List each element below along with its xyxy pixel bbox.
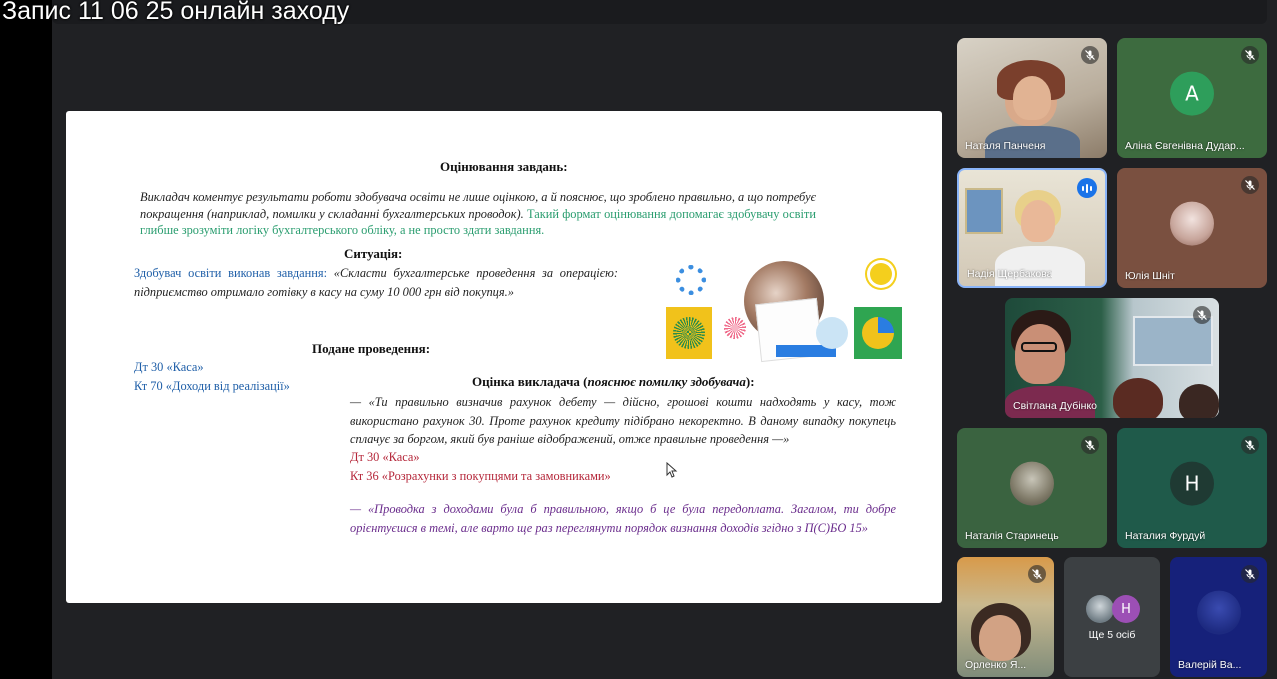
wall-picture <box>965 188 1003 234</box>
participant-tile-3[interactable] <box>957 168 1107 288</box>
slide-illustration <box>664 259 904 361</box>
mouse-cursor-icon <box>666 462 678 478</box>
recording-title: Запис 11 06 25 онлайн заходу <box>2 0 350 25</box>
pink-burst-icon <box>724 317 746 339</box>
participant-face <box>1021 200 1055 242</box>
green-square <box>854 307 902 359</box>
participant-face <box>979 615 1021 661</box>
avatar-photo <box>1010 462 1054 506</box>
sun-icon <box>870 263 892 285</box>
presentation-slide <box>66 111 942 603</box>
intro-italic: Викладач коментує результати роботи здобувача освіти не лише оцінкою, а й пояснює, що зроблено правильно, а що потребує покращення (наприклад, помилки у складанні бухгалтерських проводок). <box>140 190 816 221</box>
closing-comment: — «Проводка з доходами була б правильною, якщо б це була передоплата. Загалом, ти добре орієнтуєшся в темі, але варто ще раз переглянути порядок визнання доходів згідно з П(С)БО 15» <box>350 502 896 535</box>
participant-tile-8[interactable] <box>957 557 1054 677</box>
avatar-photo <box>1086 595 1114 623</box>
situation-paragraph <box>134 264 618 302</box>
pie-icon <box>862 317 894 349</box>
mic-off-icon <box>1081 436 1099 454</box>
mic-off-icon <box>1241 46 1259 64</box>
participant-tile-5[interactable] <box>1005 298 1219 418</box>
mic-off-icon <box>1241 436 1259 454</box>
more-participants-tile[interactable] <box>1064 557 1160 677</box>
situation-task: «Скласти бухгалтерське проведення за операцією: підприємство отримало готівку в касу на суму 10 000 грн від покупця.» <box>134 266 618 299</box>
participant-name: Світлана Дубінко <box>1013 400 1097 412</box>
participant-shirt <box>995 246 1085 288</box>
avatar-photo <box>1197 591 1241 635</box>
participant-name: Наталия Фурдуй <box>1125 530 1206 542</box>
intro-teal: Такий формат оцінювання допомагає здобувачу освіти глибше зрозуміти логіку бухгалтерського обліку, а не просто здати завдання. <box>140 206 816 237</box>
intro-paragraph <box>140 189 816 239</box>
dots-ring-icon <box>676 265 706 295</box>
avatar: H <box>1170 462 1214 506</box>
participant-tile-6[interactable] <box>957 428 1107 548</box>
situation-heading: Ситуація: <box>344 246 403 261</box>
participant-name: Наталія Старинець <box>965 530 1059 542</box>
participant-name: Аліна Євгенівна Дудар... <box>1125 140 1245 152</box>
participant-tile-2[interactable] <box>1117 38 1267 158</box>
submitted-debit: Дт 30 «Каса» <box>134 360 204 374</box>
avatar: A <box>1170 72 1214 116</box>
mic-off-icon <box>1028 565 1046 583</box>
submitted-credit: Кт 70 «Доходи від реалізації» <box>134 379 290 393</box>
light-blue-circle <box>816 317 848 349</box>
avatar-photo <box>1170 202 1214 246</box>
participant-tile-7[interactable] <box>1117 428 1267 548</box>
avatar: H <box>1112 595 1140 623</box>
mic-off-icon <box>1241 565 1259 583</box>
situation-lead: Здобувач освіти виконав завдання: <box>134 266 328 280</box>
mic-off-icon <box>1241 176 1259 194</box>
participant-skin <box>1013 76 1051 120</box>
participant-face <box>1015 324 1065 384</box>
participant-name: Наталя Панченя <box>965 140 1046 152</box>
mic-off-icon <box>1081 46 1099 64</box>
teacher-comment: — «Ти правильно визначив рахунок дебету — дійсно, грошові кошти надходять у касу, тож використано рахунок 30. Проте рахунок кредиту підібрано некоректно. В даному випадку покупець сплачує за боргом, який був раніше відображений, отже правильне проведення —» <box>350 395 896 446</box>
yellow-square <box>666 307 712 359</box>
participant-tile-9[interactable] <box>1170 557 1267 677</box>
mic-off-icon <box>1193 306 1211 324</box>
slide-heading: Оцінювання завдань: <box>440 159 568 174</box>
submitted-heading: Подане проведення: <box>312 341 431 356</box>
correct-credit: Кт 36 «Розрахунки з покупцями та замовниками» <box>350 469 611 483</box>
participant-name: Валерій Ва... <box>1178 659 1242 671</box>
participant-tile-1[interactable] <box>957 38 1107 158</box>
more-participants-label: Ще 5 осіб <box>1088 629 1136 641</box>
third-person <box>1179 384 1219 418</box>
participant-name: Надія Щербакова <box>967 268 1053 280</box>
participant-name: Орленко Я... <box>965 659 1027 671</box>
correct-debit: Дт 30 «Каса» <box>350 450 420 464</box>
participant-tile-4[interactable] <box>1117 168 1267 288</box>
speaking-indicator-icon <box>1077 178 1097 198</box>
glasses-icon <box>1021 342 1057 352</box>
participant-name: Юлія Шніт <box>1125 270 1175 282</box>
second-person <box>1113 378 1163 418</box>
teacher-heading: Оцінка викладача (пояснює помилку здобувача): <box>472 374 755 389</box>
